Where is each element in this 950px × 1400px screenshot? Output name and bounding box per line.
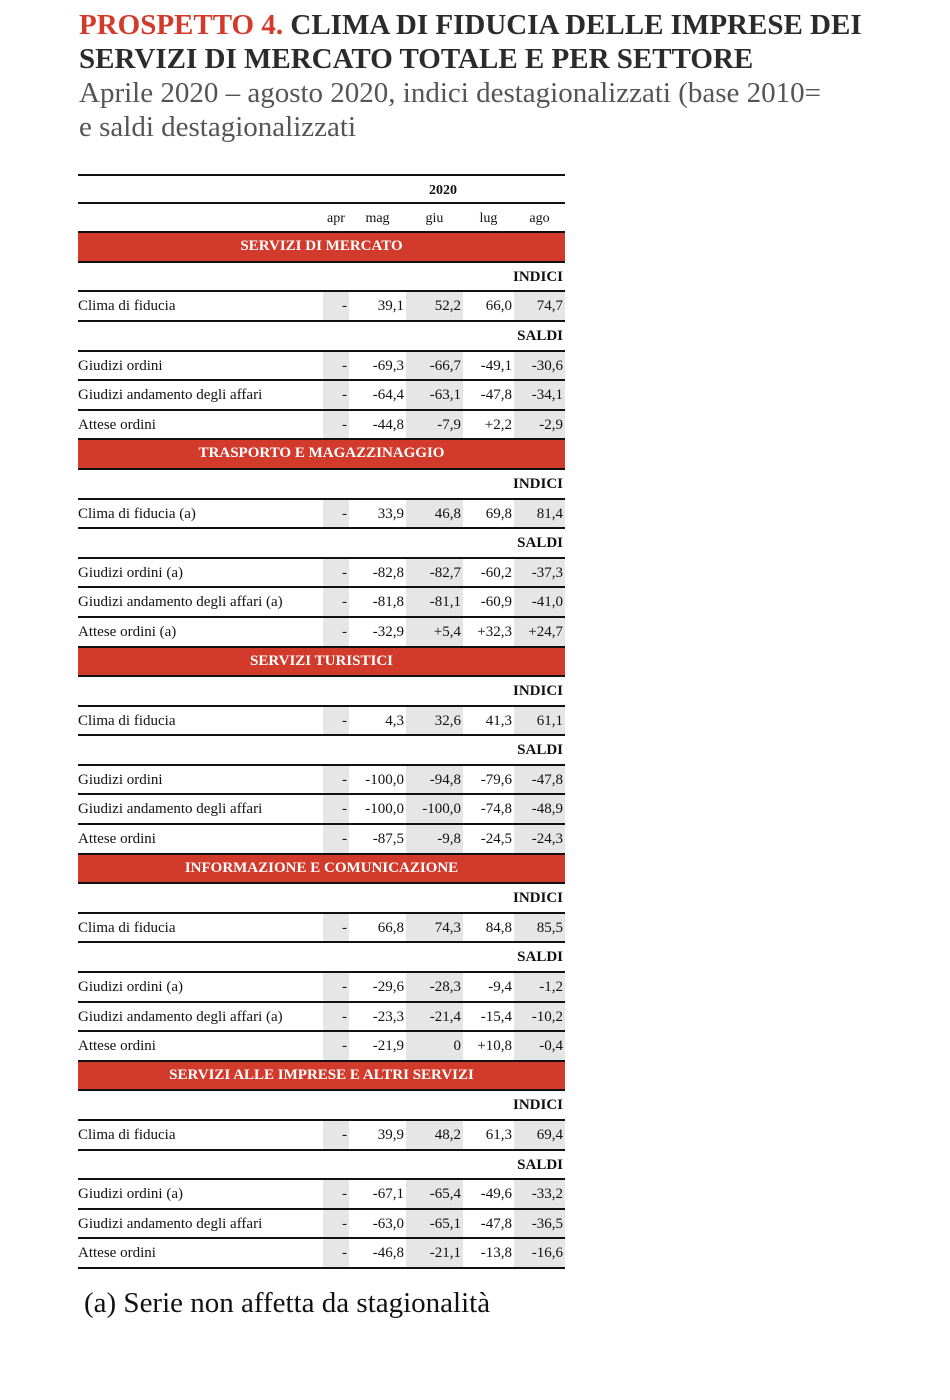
cell-value: -64,4	[372, 387, 404, 404]
cell-value: 61,3	[485, 1127, 512, 1143]
cell-value: -	[323, 1210, 349, 1238]
section-title: SERVIZI TURISTICI	[249, 652, 393, 669]
saldi-label: SALDI	[78, 529, 565, 559]
table-row	[78, 352, 565, 382]
title-prefix: PROSPETTO 4.	[79, 9, 284, 41]
month-header: giu	[425, 210, 444, 226]
cell-value: -46,8	[372, 1245, 404, 1262]
cell-value: -30,6	[514, 352, 565, 380]
row-label: Giudizi andamento degli affari	[78, 1215, 263, 1232]
cell-value: +5,4	[406, 618, 463, 646]
saldi-label: SALDI	[78, 322, 565, 352]
table-row	[78, 1180, 565, 1210]
cell-value: +2,2	[484, 416, 512, 433]
cell-value: -	[323, 1180, 349, 1208]
cell-value: -21,4	[406, 1003, 463, 1031]
cell-value: -21,9	[372, 1038, 404, 1055]
cell-value: 33,9	[377, 505, 404, 522]
cell-value: -	[323, 795, 349, 823]
cell-value: -49,1	[480, 357, 512, 374]
cell-value: -48,9	[514, 795, 565, 823]
cell-value: -7,9	[406, 411, 463, 439]
indici-label: INDICI	[78, 677, 565, 707]
cell-value: -67,1	[372, 1186, 404, 1203]
year-label: 2020	[429, 183, 457, 198]
table-row	[78, 559, 565, 589]
cell-value: -1,2	[514, 973, 565, 1001]
section-header	[78, 648, 565, 678]
year-header-row	[78, 174, 565, 204]
cell-value: +32,3	[477, 623, 512, 640]
cell-value: -	[323, 707, 349, 735]
cell-value: -	[323, 1003, 349, 1031]
table-row	[78, 1239, 565, 1269]
cell-value: -29,6	[372, 979, 404, 996]
cell-value: -79,6	[480, 771, 512, 788]
cell-value: -82,8	[372, 564, 404, 581]
cell-value: -9,4	[488, 979, 512, 996]
cell-value: -41,0	[514, 588, 565, 616]
table-row	[78, 1003, 565, 1033]
row-label: Giudizi andamento degli affari	[78, 801, 263, 818]
cell-value: -100,0	[365, 801, 404, 818]
saldi-label: SALDI	[78, 736, 565, 766]
table-row	[78, 618, 565, 648]
cell-value: -0,4	[514, 1032, 565, 1060]
cell-value: 69,8	[485, 505, 512, 522]
months-header-row	[78, 204, 565, 234]
cell-value: -	[323, 825, 349, 853]
table-sections	[78, 233, 565, 1269]
cell-value: -21,1	[406, 1239, 463, 1267]
cell-value: 66,8	[377, 919, 404, 936]
indici-label: INDICI	[78, 884, 565, 914]
cell-value: -32,9	[372, 623, 404, 640]
cell-value: -65,1	[406, 1210, 463, 1238]
cell-value: 32,6	[406, 707, 463, 735]
cell-value: 84,8	[485, 919, 512, 936]
footnote: (a) Serie non affetta da stagionalità	[84, 1287, 491, 1319]
section-header	[78, 233, 565, 263]
table-row	[78, 500, 565, 530]
cell-value: -	[323, 500, 349, 528]
table-row	[78, 292, 565, 322]
cell-value: -	[323, 766, 349, 794]
cell-value: -	[323, 1032, 349, 1060]
cell-value: -74,8	[480, 801, 512, 818]
cell-value: 0	[406, 1032, 463, 1060]
section-title: TRASPORTO E MAGAZZINAGGIO	[198, 445, 445, 462]
cell-value: -15,4	[480, 1008, 512, 1025]
cell-value: -	[323, 352, 349, 380]
table-row	[78, 825, 565, 855]
table-row	[78, 973, 565, 1003]
cell-value: 69,4	[514, 1121, 565, 1149]
title-line-2: SERVIZI DI MERCATO TOTALE E PER SETTORE	[79, 43, 754, 75]
row-label: Attese ordini	[78, 831, 156, 848]
saldi-label: SALDI	[78, 1151, 565, 1181]
row-label: Clima di fiducia	[78, 1127, 176, 1143]
cell-value: -	[323, 292, 349, 320]
cell-value: -	[323, 1239, 349, 1267]
cell-value: 48,2	[406, 1121, 463, 1149]
cell-value: -44,8	[372, 416, 404, 433]
cell-value: 74,3	[406, 914, 463, 942]
cell-value: -82,7	[406, 559, 463, 587]
table-row	[78, 381, 565, 411]
cell-value: -24,3	[514, 825, 565, 853]
cell-value: -	[323, 588, 349, 616]
section-title: INFORMAZIONE E COMUNICAZIONE	[184, 859, 459, 876]
cell-value: 39,1	[377, 298, 404, 315]
section-title: SERVIZI DI MERCATO	[240, 238, 403, 255]
month-header: apr	[327, 210, 345, 226]
cell-value: 46,8	[406, 500, 463, 528]
row-label: Giudizi ordini	[78, 357, 163, 374]
cell-value: -63,1	[406, 381, 463, 409]
cell-value: -63,0	[372, 1215, 404, 1232]
cell-value: -10,2	[514, 1003, 565, 1031]
cell-value: -	[323, 381, 349, 409]
row-label: Attese ordini	[78, 1245, 156, 1262]
title-main-1: CLIMA DI FIDUCIA DELLE IMPRESE DEI	[283, 9, 862, 41]
row-label: Giudizi ordini (a)	[78, 564, 183, 581]
cell-value: 85,5	[514, 914, 565, 942]
cell-value: -28,3	[406, 973, 463, 1001]
cell-value: -65,4	[406, 1180, 463, 1208]
subtitle-line-1: Aprile 2020 – agosto 2020, indici destagionalizzati (base 2010=	[79, 77, 821, 109]
cell-value: -49,6	[480, 1186, 512, 1203]
cell-value: 74,7	[514, 292, 565, 320]
row-label: Clima di fiducia	[78, 919, 176, 936]
table-row	[78, 411, 565, 441]
cell-value: -33,2	[514, 1180, 565, 1208]
cell-value: -	[323, 559, 349, 587]
cell-value: -47,8	[514, 766, 565, 794]
section-title: SERVIZI ALLE IMPRESE E ALTRI SERVIZI	[169, 1066, 474, 1083]
row-label: Giudizi andamento degli affari (a)	[78, 594, 283, 611]
cell-value: -81,8	[372, 594, 404, 611]
title-line-1	[79, 8, 950, 42]
saldi-label: SALDI	[78, 943, 565, 973]
row-label: Giudizi andamento degli affari (a)	[78, 1008, 283, 1025]
row-label: Clima di fiducia (a)	[78, 505, 196, 522]
cell-value: 66,0	[485, 298, 512, 315]
cell-value: -47,8	[480, 387, 512, 404]
table-row	[78, 795, 565, 825]
month-header: mag	[365, 210, 390, 226]
table-row	[78, 1032, 565, 1062]
cell-value: 81,4	[514, 500, 565, 528]
cell-value: -60,9	[480, 594, 512, 611]
confidence-table	[78, 174, 565, 1269]
cell-value: -13,8	[480, 1245, 512, 1262]
row-label: Giudizi andamento degli affari	[78, 387, 263, 404]
cell-value: -87,5	[372, 831, 404, 848]
row-label: Clima di fiducia	[78, 298, 176, 315]
row-label: Attese ordini	[78, 416, 156, 433]
cell-value: -24,5	[480, 831, 512, 848]
cell-value: -66,7	[406, 352, 463, 380]
cell-value: +24,7	[514, 618, 565, 646]
month-header: ago	[529, 210, 550, 226]
cell-value: -94,8	[406, 766, 463, 794]
cell-value: -16,6	[514, 1239, 565, 1267]
row-label: Attese ordini (a)	[78, 623, 177, 640]
cell-value: -23,3	[372, 1008, 404, 1025]
cell-value: -81,1	[406, 588, 463, 616]
cell-value: 39,9	[377, 1127, 404, 1143]
cell-value: 61,1	[514, 707, 565, 735]
cell-value: +10,8	[477, 1038, 512, 1055]
table-row	[78, 1121, 565, 1151]
table-row	[78, 707, 565, 737]
cell-value: -60,2	[480, 564, 512, 581]
cell-value: -	[323, 973, 349, 1001]
cell-value: -	[323, 1121, 349, 1149]
page-heading	[79, 8, 950, 144]
section-header	[78, 440, 565, 470]
indici-label: INDICI	[78, 1091, 565, 1121]
table-row	[78, 766, 565, 796]
cell-value: -69,3	[372, 357, 404, 374]
row-label: Clima di fiducia	[78, 712, 176, 729]
cell-value: -47,8	[480, 1215, 512, 1232]
cell-value: -36,5	[514, 1210, 565, 1238]
cell-value: -9,8	[406, 825, 463, 853]
row-label: Attese ordini	[78, 1038, 156, 1055]
row-label: Giudizi ordini (a)	[78, 1186, 183, 1203]
cell-value: -37,3	[514, 559, 565, 587]
cell-value: 41,3	[485, 712, 512, 729]
cell-value: -	[323, 411, 349, 439]
cell-value: -	[323, 618, 349, 646]
cell-value: 4,3	[385, 712, 404, 729]
cell-value: -	[323, 914, 349, 942]
table-row	[78, 1210, 565, 1240]
section-header	[78, 1062, 565, 1092]
cell-value: -2,9	[514, 411, 565, 439]
cell-value: -100,0	[365, 771, 404, 788]
table-row	[78, 914, 565, 944]
subtitle-line-2: e saldi destagionalizzati	[79, 111, 357, 143]
indici-label: INDICI	[78, 263, 565, 293]
indici-label: INDICI	[78, 470, 565, 500]
month-header: lug	[479, 210, 498, 226]
row-label: Giudizi ordini	[78, 771, 163, 788]
cell-value: 52,2	[406, 292, 463, 320]
table-row	[78, 588, 565, 618]
row-label: Giudizi ordini (a)	[78, 979, 183, 996]
cell-value: -100,0	[406, 795, 463, 823]
section-header	[78, 855, 565, 885]
cell-value: -34,1	[514, 381, 565, 409]
